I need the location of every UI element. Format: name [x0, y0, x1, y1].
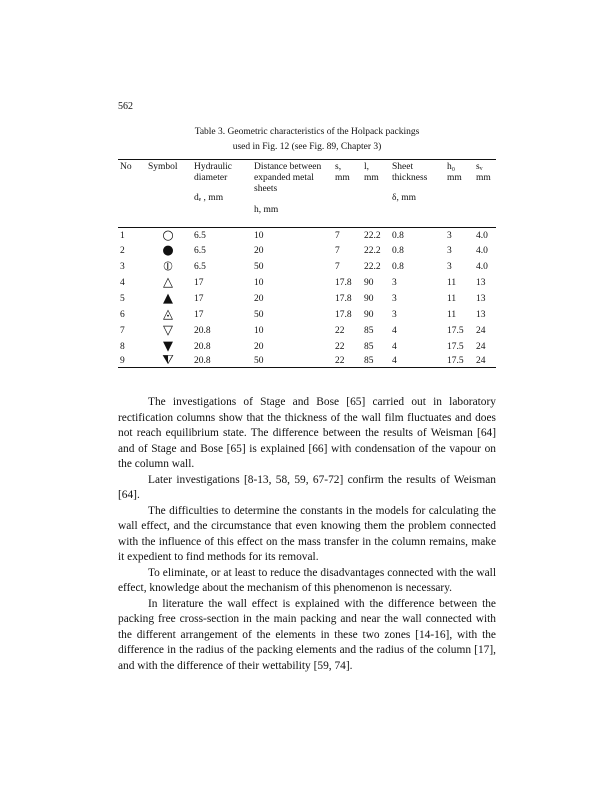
header-sv-2: mm [476, 173, 491, 183]
table-cell-dh: 17 [194, 278, 204, 288]
table-cell-l: 22.2 [364, 231, 381, 241]
table-cell-dist: 10 [254, 231, 264, 241]
table-cell-l: 85 [364, 342, 374, 352]
header-sv-1: sᵥ [476, 162, 483, 172]
header-hydraulic-2: diameter [194, 173, 228, 183]
triangle-down-filled-icon: ▼ [163, 339, 173, 354]
header-distance-4: h, mm [254, 205, 279, 215]
table-row-no: 5 [120, 294, 125, 304]
table-cell-sheet: 3 [392, 310, 397, 320]
table-cell-h: 11 [447, 310, 457, 320]
table-cell-sv: 24 [476, 356, 486, 366]
header-symbol: Symbol [148, 162, 178, 172]
table-cell-s: 7 [335, 231, 340, 241]
table-row-no: 2 [120, 246, 125, 256]
table-cell-l: 90 [364, 278, 374, 288]
table-cell-dist: 20 [254, 246, 264, 256]
table-cell-dh: 6.5 [194, 246, 206, 256]
table-cell-dist: 10 [254, 278, 264, 288]
table-cell-l: 22.2 [364, 246, 381, 256]
table-cell-dh: 20.8 [194, 356, 211, 366]
triangle-down-barred-icon: ⧨ [162, 353, 174, 368]
table-header-rule [118, 227, 496, 228]
circle-open-icon: ○ [162, 228, 174, 243]
table-cell-sv: 4.0 [476, 262, 488, 272]
table-cell-sheet: 0.8 [392, 262, 404, 272]
table-cell-dh: 17 [194, 310, 204, 320]
table-cell-s: 17.8 [335, 294, 352, 304]
header-distance-1: Distance between [254, 162, 322, 172]
table-row-no: 3 [120, 262, 125, 272]
circle-filled-icon: ● [162, 243, 174, 258]
triangle-up-open-icon: △ [163, 275, 173, 290]
table-cell-l: 90 [364, 294, 374, 304]
table-cell-dist: 50 [254, 262, 264, 272]
paragraph: The investigations of Stage and Bose [65] carried out in laboratory rectification columns show that the thickness of the wall film fluctuates and does not reach equilibrium state. The difference between the results of Weisman [64] and of Stage and Bose [65] is explained [66] with condensation of the vapour on the column wall. [118, 396, 496, 470]
table-cell-s: 17.8 [335, 310, 352, 320]
table-cell-l: 22.2 [364, 262, 381, 272]
table-row-no: 9 [120, 356, 125, 366]
table-caption: Table 3. Geometric characteristics of the Holpack packings [194, 127, 420, 137]
page-number: 562 [118, 101, 133, 112]
table-cell-sv: 24 [476, 326, 486, 336]
table-cell-sheet: 3 [392, 278, 397, 288]
table-cell-sheet: 0.8 [392, 231, 404, 241]
table-cell-s: 22 [335, 356, 345, 366]
table-cell-h: 17.5 [447, 326, 464, 336]
table-cell-sv: 13 [476, 310, 486, 320]
table-cell-dh: 6.5 [194, 262, 206, 272]
triangle-up-filled-icon: ▲ [163, 291, 173, 306]
table-cell-h: 3 [447, 262, 452, 272]
table-cell-sheet: 0.8 [392, 246, 404, 256]
header-no: No [120, 162, 132, 172]
header-sheet-1: Sheet [392, 162, 414, 172]
table-cell-dist: 20 [254, 294, 264, 304]
table-cell-l: 85 [364, 356, 374, 366]
table-cell-s: 17.8 [335, 278, 352, 288]
table-caption-subtitle: used in Fig. 12 (see Fig. 89, Chapter 3) [232, 142, 382, 152]
header-l-1: l, [364, 162, 370, 172]
table-cell-h: 17.5 [447, 342, 464, 352]
table-cell-h: 11 [447, 278, 457, 288]
paragraph: In literature the wall effect is explained with the difference between the packing free cross-section in the main packing and near the wall connected with the different arrangement of the elements in these two zones [14-16], with the difference in the radius of the packing elements and the radius of the column [17], and with the difference of their wettability [59, 74]. [118, 597, 496, 672]
table-top-rule [118, 159, 496, 160]
table-cell-h: 11 [447, 294, 457, 304]
table-cell-dist: 10 [254, 326, 264, 336]
header-distance-2: expanded metal [254, 173, 314, 183]
table-cell-h: 17.5 [447, 356, 464, 366]
circle-barred-icon: ⦶ [163, 259, 173, 274]
header-h-1: h₀ [447, 162, 456, 172]
table-cell-sv: 13 [476, 278, 486, 288]
body-text [118, 395, 496, 674]
table-cell-sv: 24 [476, 342, 486, 352]
header-s-1: s, [335, 162, 342, 172]
header-hydraulic-3: dₑ , mm [194, 193, 224, 203]
table-cell-sv: 4.0 [476, 246, 488, 256]
table-cell-sheet: 4 [392, 326, 397, 336]
table-cell-sheet: 3 [392, 294, 397, 304]
table-cell-s: 22 [335, 326, 345, 336]
table-cell-dist: 50 [254, 356, 264, 366]
header-h-2: mm [447, 173, 462, 183]
table-row-no: 4 [120, 278, 125, 288]
table-cell-sv: 13 [476, 294, 486, 304]
table-cell-dh: 6.5 [194, 231, 206, 241]
triangle-down-open-icon: ▽ [163, 323, 173, 338]
paragraph: The difficulties to determine the constants in the models for calculating the wall effect, and the circumstance that even knowing them the problem connected with the influence of this effect on the mass transfer in the column remains, make it expedient to find methods for its removal. [118, 504, 496, 563]
table-cell-dh: 20.8 [194, 326, 211, 336]
table-cell-dh: 20.8 [194, 342, 211, 352]
paragraph: To eliminate, or at least to reduce the disadvantages connected with the wall effect, knowledge about the mechanism of this phenomenon is necessary. [118, 566, 496, 594]
table-row-no: 7 [120, 326, 125, 336]
table-cell-sv: 4.0 [476, 231, 488, 241]
table-row-no: 1 [120, 231, 125, 241]
header-sheet-3: δ, mm [392, 193, 417, 203]
table-cell-s: 7 [335, 262, 340, 272]
table-row-no: 6 [120, 310, 125, 320]
table-bottom-rule [118, 367, 496, 368]
table-cell-sheet: 4 [392, 342, 397, 352]
paragraph: Later investigations [8-13, 58, 59, 67-72] confirm the results of Weisman [64]. [118, 473, 496, 501]
triangle-up-dotted-icon: ◬ [163, 307, 173, 322]
table-cell-sheet: 4 [392, 356, 397, 366]
table-cell-h: 3 [447, 231, 452, 241]
header-distance-3: sheets [254, 184, 278, 194]
table-cell-s: 7 [335, 246, 340, 256]
header-hydraulic-1: Hydraulic [194, 162, 232, 172]
table-cell-s: 22 [335, 342, 345, 352]
table-cell-h: 3 [447, 246, 452, 256]
header-l-2: mm [364, 173, 379, 183]
header-sheet-2: thickness [392, 173, 428, 183]
table-cell-dh: 17 [194, 294, 204, 304]
table-cell-dist: 20 [254, 342, 264, 352]
table-cell-l: 90 [364, 310, 374, 320]
table-cell-l: 85 [364, 326, 374, 336]
table-row-no: 8 [120, 342, 125, 352]
header-s-2: mm [335, 173, 350, 183]
table-cell-dist: 50 [254, 310, 264, 320]
